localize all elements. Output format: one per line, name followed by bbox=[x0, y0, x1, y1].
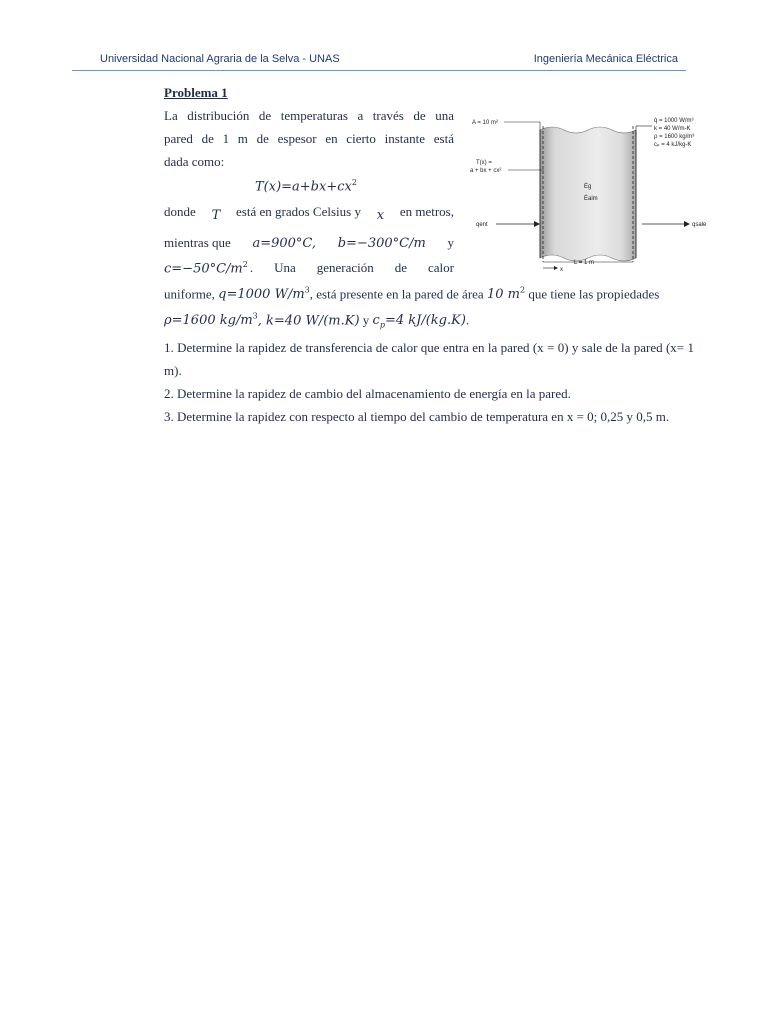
c-value bbox=[164, 260, 248, 276]
university-name: Universidad Nacional Agraria de la Selva - UNAS bbox=[100, 53, 340, 65]
faculty-name: Ingeniería Mecánica Eléctrica bbox=[533, 53, 678, 65]
question-3: 3. Determine la rapidez con respecto al tiempo del cambio de temperatura en x = 0; 0,25 y 0,5 m. bbox=[164, 409, 670, 424]
fig-qdot-label: q̇ = 1000 W/m³ bbox=[654, 118, 694, 124]
y-word: y bbox=[447, 235, 454, 250]
fig-cp-label: cₚ = 4 kJ/kg-K bbox=[654, 142, 692, 148]
donde-text-3: en metros, bbox=[399, 204, 454, 219]
fig-k-label: k = 40 W/m-K bbox=[654, 126, 691, 132]
question-1: 1. Determine la rapidez de transferencia de calor que entra en la pared (x = 0) y sale de la pared (x= 1 m). bbox=[164, 340, 694, 378]
uniforme-word: uniforme, bbox=[164, 286, 215, 302]
properties-text: que tiene las propiedades bbox=[528, 286, 660, 302]
y-cp-word: y bbox=[362, 312, 370, 328]
equation-text: T(x)=a+bx+cx bbox=[255, 179, 352, 195]
cp-end: . bbox=[465, 312, 470, 328]
b-value: b=−300°C/m bbox=[337, 236, 426, 251]
cp-subscript: p bbox=[379, 320, 385, 330]
fig-tx-label-1: T(x) = bbox=[476, 160, 492, 166]
fig-tx-label-2: a + bx + cx² bbox=[470, 168, 502, 174]
donde-word: donde bbox=[164, 204, 196, 219]
mientras-word: mientras que bbox=[164, 235, 231, 250]
problem-title: Problema 1 bbox=[164, 85, 228, 100]
area-exponent: 2 bbox=[519, 286, 526, 295]
c-line bbox=[164, 260, 454, 276]
uniform-line bbox=[164, 286, 659, 302]
c-value-text: c=−50°C/m bbox=[164, 261, 243, 277]
cp-rest: =4 kJ/(kg.K) bbox=[384, 313, 466, 329]
donde-text-2: está en grados Celsius y bbox=[236, 204, 361, 219]
cp-symbol: c bbox=[372, 313, 380, 329]
fig-est-label: Ėalm bbox=[584, 196, 598, 202]
k-value: , k=40 W/(m.K) bbox=[257, 313, 360, 329]
qdot-text: q=1000 W/m bbox=[218, 287, 305, 303]
var-x: x bbox=[376, 208, 385, 223]
cp-value bbox=[373, 313, 466, 328]
var-T: T bbox=[211, 208, 221, 223]
area-text: , está presente en la pared de área bbox=[309, 286, 484, 302]
fig-rho-label: ρ = 1600 kg/m³ bbox=[654, 134, 695, 140]
qdot-exponent: 3 bbox=[304, 286, 310, 295]
wall-figure bbox=[466, 112, 714, 280]
wall-slab bbox=[540, 127, 636, 261]
fig-area-label: A = 10 m² bbox=[472, 120, 498, 126]
question-2: 2. Determine la rapidez de cambio del almacenamiento de energía en la pared. bbox=[164, 386, 571, 401]
a-value: a=900°C, bbox=[252, 236, 317, 251]
mientras-line bbox=[164, 235, 454, 251]
wall-diagram bbox=[466, 112, 714, 280]
page-header bbox=[72, 50, 686, 71]
fig-eg-label: Ėg bbox=[584, 184, 592, 190]
generation-text: . Una generación de calor bbox=[249, 260, 454, 276]
donde-line bbox=[164, 204, 454, 223]
fig-qsale-label: qsale bbox=[692, 222, 707, 228]
fig-x-label: x bbox=[560, 267, 563, 273]
fig-L-label: L = 1 m bbox=[574, 260, 594, 266]
fig-qent-label: qent bbox=[476, 222, 488, 228]
equation-exponent: 2 bbox=[351, 178, 357, 187]
intro-line-1: La distribución de temperaturas a través de una bbox=[164, 108, 454, 123]
qdot-value bbox=[218, 287, 310, 302]
intro-line-3: dada como: bbox=[164, 154, 225, 169]
temperature-equation bbox=[255, 178, 357, 194]
properties-line bbox=[164, 312, 469, 330]
area-value-text: 10 m bbox=[486, 287, 520, 303]
area-value bbox=[487, 287, 525, 302]
rho-exponent: 3 bbox=[252, 312, 258, 321]
intro-line-2: pared de 1 m de espesor en cierto instante está bbox=[164, 131, 454, 146]
rho-text: ρ=1600 kg/m bbox=[164, 313, 253, 329]
c-exponent: 2 bbox=[242, 260, 248, 269]
rho-value bbox=[164, 313, 258, 328]
